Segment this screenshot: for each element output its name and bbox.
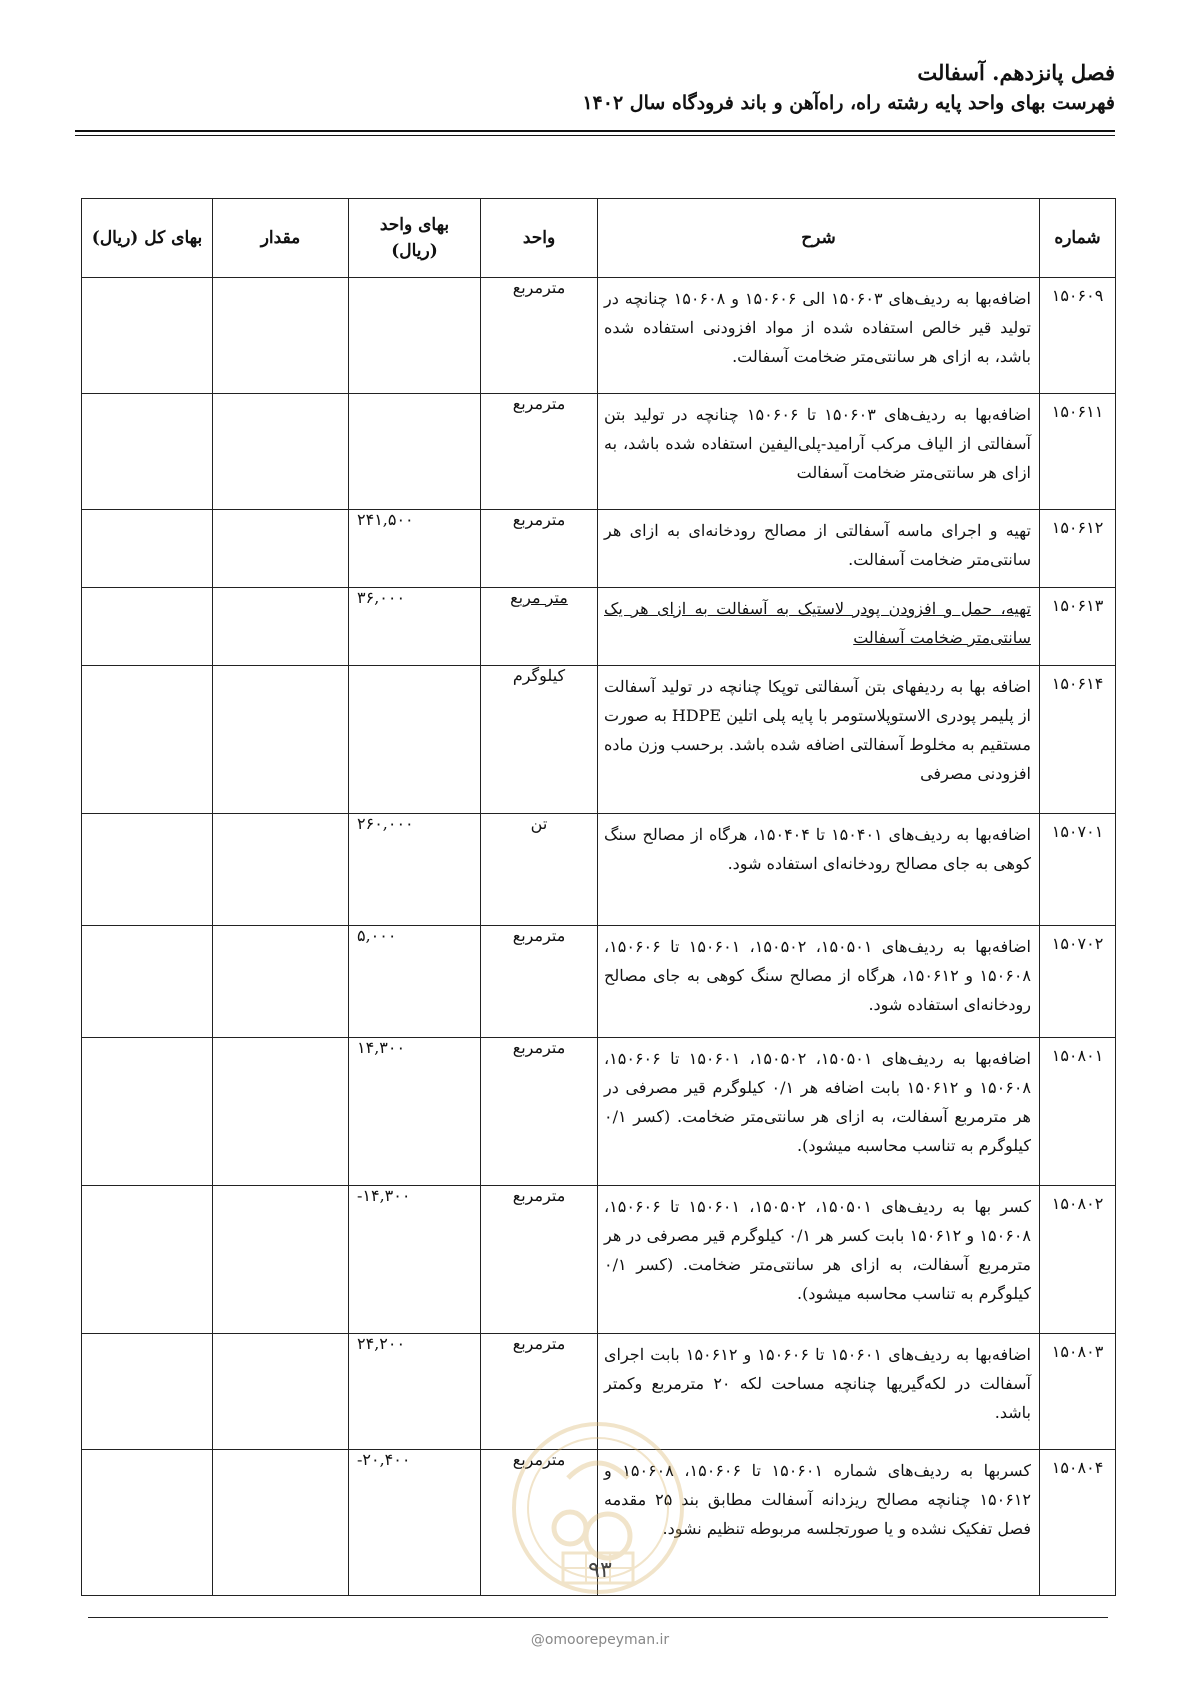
row-code: ۱۵۰۸۰۴ — [1040, 1450, 1116, 1596]
row-description: اضافه‌بها به ردیف‌های ۱۵۰۵۰۱، ۱۵۰۵۰۲، ۱۵۰۶۰۱ تا ۱۵۰۶۰۶، ۱۵۰۶۰۸ و ۱۵۰۶۱۲، هرگاه از مصالح سنگ کوهی به جای مصالح رودخانه‌ای استفاده شود. — [598, 926, 1040, 1038]
col-header-unit-price — [349, 199, 481, 278]
unit-price-header-line1: بهای واحد — [379, 215, 450, 235]
row-unit: مترمربع — [481, 510, 598, 588]
row-qty — [213, 1186, 349, 1334]
row-total — [82, 278, 213, 394]
table-header-row — [82, 199, 1116, 278]
row-total — [82, 394, 213, 510]
row-qty — [213, 588, 349, 666]
row-unit-price: ۵,۰۰۰ — [349, 926, 481, 1038]
row-description: تهیه و اجرای ماسه آسفالتی از مصالح رودخانه‌ای به ازای هر سانتی‌متر ضخامت آسفالت. — [598, 510, 1040, 588]
row-code: ۱۵۰۶۰۹ — [1040, 278, 1116, 394]
row-unit-price: ۳۶,۰۰۰ — [349, 588, 481, 666]
row-description: اضافه‌بها به ردیف‌های ۱۵۰۴۰۱ تا ۱۵۰۴۰۴، هرگاه از مصالح سنگ کوهی به جای مصالح رودخانه‌ای استفاده شود. — [598, 814, 1040, 926]
row-description: اضافه‌بها به ردیف‌های ۱۵۰۶۰۳ الی ۱۵۰۶۰۶ و ۱۵۰۶۰۸ چنانچه در تولید قیر خالص استفاده شده از مواد افزودنی استفاده شده باشد، به ازای هر سانتی‌متر ضخامت آسفالت. — [598, 278, 1040, 394]
row-total — [82, 814, 213, 926]
row-code: ۱۵۰۶۱۴ — [1040, 666, 1116, 814]
row-code: ۱۵۰۶۱۱ — [1040, 394, 1116, 510]
row-unit-price: ۱۴,۳۰۰ — [349, 1038, 481, 1186]
row-description: اضافه بها به ردیفهای بتن آسفالتی توپکا چنانچه در تولید آسفالت از پلیمر پودری الاستوپلاستومر با پایه پلی اتلین HDPE به صورت مستقیم به مخلوط آسفالتی اضافه شده باشد. برحسب وزن ماده افزودنی مصرفی — [598, 666, 1040, 814]
row-unit-price: -۲۰,۴۰۰ — [349, 1450, 481, 1596]
col-header-qty: مقدار — [213, 199, 349, 278]
table-row — [82, 1186, 1116, 1334]
table-row — [82, 394, 1116, 510]
row-description: تهیه، حمل و افزودن پودر لاستیک به آسفالت به ازای هر یک سانتی‌متر ضخامت آسفالت — [598, 588, 1040, 666]
row-qty — [213, 666, 349, 814]
row-unit: متر مربع — [481, 588, 598, 666]
row-unit: مترمربع — [481, 1450, 598, 1596]
row-total — [82, 510, 213, 588]
table-row — [82, 588, 1116, 666]
document-subtitle: فهرست بهای واحد پایه رشته راه، راه‌آهن و باند فرودگاه سال ۱۴۰۲ — [582, 92, 1115, 114]
site-watermark-text: @omoorepeyman.ir — [530, 1632, 670, 1648]
row-qty — [213, 814, 349, 926]
page-header — [75, 58, 1115, 118]
row-code: ۱۵۰۸۰۳ — [1040, 1334, 1116, 1450]
row-description: اضافه‌بها به ردیف‌های ۱۵۰۶۰۱ تا ۱۵۰۶۰۶ و ۱۵۰۶۱۲ بابت اجرای آسفالت در لکه‌گیریها چنانچه مساحت لکه ۲۰ مترمربع وکمتر باشد. — [598, 1334, 1040, 1450]
row-code: ۱۵۰۶۱۲ — [1040, 510, 1116, 588]
header-rule-thick — [75, 130, 1115, 132]
row-description: اضافه‌بها به ردیف‌های ۱۵۰۵۰۱، ۱۵۰۵۰۲، ۱۵۰۶۰۱ تا ۱۵۰۶۰۶، ۱۵۰۶۰۸ و ۱۵۰۶۱۲ بابت اضافه هر ۰/۱ کیلوگرم قیر مصرفی در هر مترمربع آسفالت، به ازای هر سانتی‌متر ضخامت. (کسر ۰/۱ کیلوگرم به تناسب محاسبه میشود). — [598, 1038, 1040, 1186]
row-unit: مترمربع — [481, 1038, 598, 1186]
row-total — [82, 1186, 213, 1334]
table-row — [82, 278, 1116, 394]
row-total — [82, 1450, 213, 1596]
unit-price-header-line2: (ریال) — [391, 241, 438, 261]
page-number: ۹۳ — [588, 1558, 612, 1583]
row-unit: مترمربع — [481, 1334, 598, 1450]
row-qty — [213, 278, 349, 394]
row-description: کسربها به ردیف‌های شماره ۱۵۰۶۰۱ تا ۱۵۰۶۰۶، ۱۵۰۶۰۸ و ۱۵۰۶۱۲ چنانچه مصالح ریزدانه آسفالت مطابق بند ۲۵ مقدمه فصل تفکیک نشده و یا صورتجلسه مربوطه تنظیم نشود. — [598, 1450, 1040, 1596]
table-row — [82, 1038, 1116, 1186]
row-qty — [213, 510, 349, 588]
row-unit-price: -۱۴,۳۰۰ — [349, 1186, 481, 1334]
price-list-table — [81, 198, 1116, 1596]
row-qty — [213, 1038, 349, 1186]
row-unit-price: ۲۶۰,۰۰۰ — [349, 814, 481, 926]
col-header-unit: واحد — [481, 199, 598, 278]
table-row — [82, 814, 1116, 926]
header-rule-thin — [75, 135, 1115, 136]
table-row — [82, 926, 1116, 1038]
row-unit: مترمربع — [481, 394, 598, 510]
row-unit-price: ۲۴,۲۰۰ — [349, 1334, 481, 1450]
row-qty — [213, 1334, 349, 1450]
row-unit: مترمربع — [481, 1186, 598, 1334]
row-total — [82, 926, 213, 1038]
row-total — [82, 1334, 213, 1450]
row-code: ۱۵۰۸۰۲ — [1040, 1186, 1116, 1334]
table-row — [82, 510, 1116, 588]
row-unit: مترمربع — [481, 278, 598, 394]
row-description: اضافه‌بها به ردیف‌های ۱۵۰۶۰۳ تا ۱۵۰۶۰۶ چنانچه در تولید بتن آسفالتی از الیاف مرکب آرامید-پلی‌الیفین استفاده شده باشد، به ازای هر سانتی‌متر ضخامت آسفالت — [598, 394, 1040, 510]
row-qty — [213, 1450, 349, 1596]
row-unit-price — [349, 666, 481, 814]
row-unit-price — [349, 278, 481, 394]
col-header-code: شماره — [1040, 199, 1116, 278]
row-code: ۱۵۰۸۰۱ — [1040, 1038, 1116, 1186]
row-unit-price — [349, 394, 481, 510]
row-unit: تن — [481, 814, 598, 926]
row-code: ۱۵۰۷۰۲ — [1040, 926, 1116, 1038]
row-unit: مترمربع — [481, 926, 598, 1038]
row-unit-price: ۲۴۱,۵۰۰ — [349, 510, 481, 588]
row-qty — [213, 926, 349, 1038]
row-total — [82, 666, 213, 814]
row-total — [82, 588, 213, 666]
row-unit: کیلوگرم — [481, 666, 598, 814]
col-header-total: بهای کل (ریال) — [82, 199, 213, 278]
row-description: کسر بها به ردیف‌های ۱۵۰۵۰۱، ۱۵۰۵۰۲، ۱۵۰۶۰۱ تا ۱۵۰۶۰۶، ۱۵۰۶۰۸ و ۱۵۰۶۱۲ بابت کسر هر ۰/۱ کیلوگرم قیر مصرفی در هر مترمربع آسفالت، به ازای هر سانتی‌متر ضخامت. (کسر ۰/۱ کیلوگرم به تناسب محاسبه میشود). — [598, 1186, 1040, 1334]
row-code: ۱۵۰۶۱۳ — [1040, 588, 1116, 666]
row-total — [82, 1038, 213, 1186]
footer-rule — [88, 1617, 1108, 1618]
row-code: ۱۵۰۷۰۱ — [1040, 814, 1116, 926]
chapter-title: فصل پانزدهم. آسفالت — [917, 60, 1115, 85]
col-header-desc: شرح — [598, 199, 1040, 278]
row-qty — [213, 394, 349, 510]
table-row — [82, 666, 1116, 814]
